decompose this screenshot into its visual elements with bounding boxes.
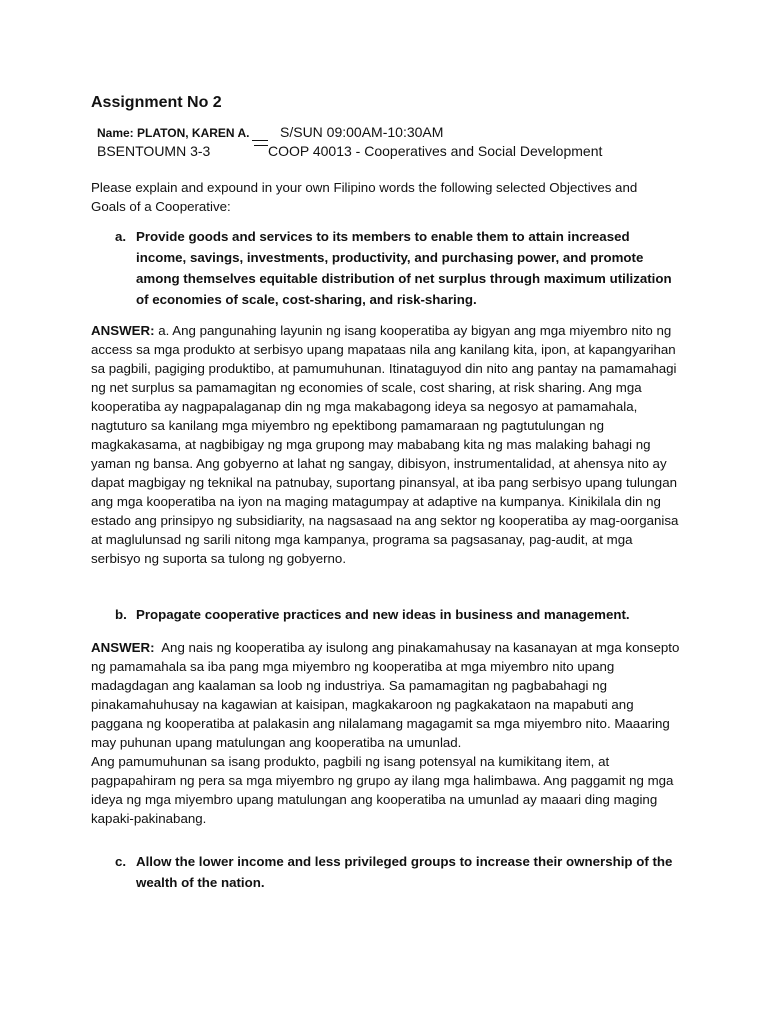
answer-label: ANSWER:: [91, 640, 155, 655]
instructions: Please explain and expound in your own Filipino words the following selected Objectives and Goals of a Cooperative:: [91, 180, 638, 214]
answer-text: Ang nais ng kooperatiba ay isulong ang pinakamahusay na kasanayan at mga konsepto ng pamamahala sa iba pang mga miyembro ng kooperatiba at mga miyembro nito upang madagdagan ang kaalaman sa loob ng industriya. Sa pamamagitan ng pagbabahagi ng pinakamahuhusay na kagawian at kaisipan, magkakaroon ng pagkakataon na mapabuti ang paggana ng kooperatiba at palakasin ang nilalamang magagamit sa mga miyembro nito. Maaaring may puhunan upang matulungan ang kooperatiba na umunlad.: [91, 640, 680, 750]
student-name: Name: PLATON, KAREN A.: [97, 126, 250, 140]
objective-text: Propagate cooperative practices and new ideas in business and management.: [136, 607, 630, 622]
objective-c: [115, 851, 680, 893]
answer-paragraph: Ang pamumuhunan sa isang produkto, pagbili ng isang potensyal na kumikitang item, at pagpapahiram ng pera sa mga miyembro ng grupo ay ilang mga halimbawa. Ang paggamit ng mga ideya ng mga miyembro upang matulungan ang kooperatiba na umunlad ay maaari ding maging kapaki-pakinabang.: [91, 754, 674, 826]
objective-marker: b.: [115, 607, 127, 622]
objective-a: [115, 226, 680, 310]
class-schedule: S/SUN 09:00AM-10:30AM: [280, 124, 444, 140]
objective-b: [115, 604, 680, 625]
assignment-title: Assignment No 2: [91, 94, 222, 111]
header-overline: [254, 145, 268, 146]
answer-b: [91, 638, 681, 828]
answer-text: a. Ang pangunahing layunin ng isang kooperatiba ay bigyan ang mga miyembro nito ng access sa mga produkto at serbisyo upang mapataas nila ang kanilang kita, ipon, at kapangyarihan sa pagbili, pagiging produktibo, at pamumuhunan. Itinataguyod din nito ang pantay na pamamahagi ng net surplus sa pamamagitan ng economies of scale, cost sharing, at risk sharing. Ang mga kooperatiba ay nagpapalaganap din ng mga makabagong ideya sa negosyo at pamamahala, nagtuturo sa kanilang mga miyembro ng epektibong pamamaraan ng pagtutulungan ng magkakasama, at nagbibigay ng mga grupong may mababang kita ng mas malaking bahagi ng yaman ng bansa. Ang gobyerno at lahat ng sangay, dibisyon, instrumentalidad, at ahensya nito ay dapat magbigay ng teknikal na patnubay, suportang pinansyal, at iba pang serbisyo upang tulungan ang mga kooperatiba na iyon na maging matagumpay at adaptive na kumpanya. Kinikilala din ng estado ang prinsipyo ng subsidiarity, na nagsasaad na ang sektor ng kooperatiba ay mag-oorganisa at maglulunsad ng sarili nitong mga kampanya, programa sa pagsasanay, pag-audit, at mga serbisyo ng suporta sa tulong ng gobyerno.: [91, 323, 679, 566]
answer-paragraph: [91, 638, 681, 752]
answer-label: ANSWER:: [91, 323, 155, 338]
objective-marker: c.: [115, 854, 127, 869]
program-section: BSENTOUMN 3-3: [97, 143, 211, 159]
answer-a: [91, 321, 681, 568]
objective-text: Allow the lower income and less privileged groups to increase their ownership of the wealth of the nation.: [136, 854, 673, 890]
objective-text: Provide goods and services to its members to enable them to attain increased income, savings, investments, productivity, and purchasing power, and promote among themselves equitable distribution of net surplus through maximum utilization of economies of scale, cost-sharing, and risk-sharing.: [136, 229, 672, 307]
header-underline: [252, 140, 268, 141]
course-title: COOP 40013 - Cooperatives and Social Development: [268, 143, 603, 159]
objective-marker: a.: [115, 229, 127, 244]
answer-paragraph: [91, 321, 681, 568]
